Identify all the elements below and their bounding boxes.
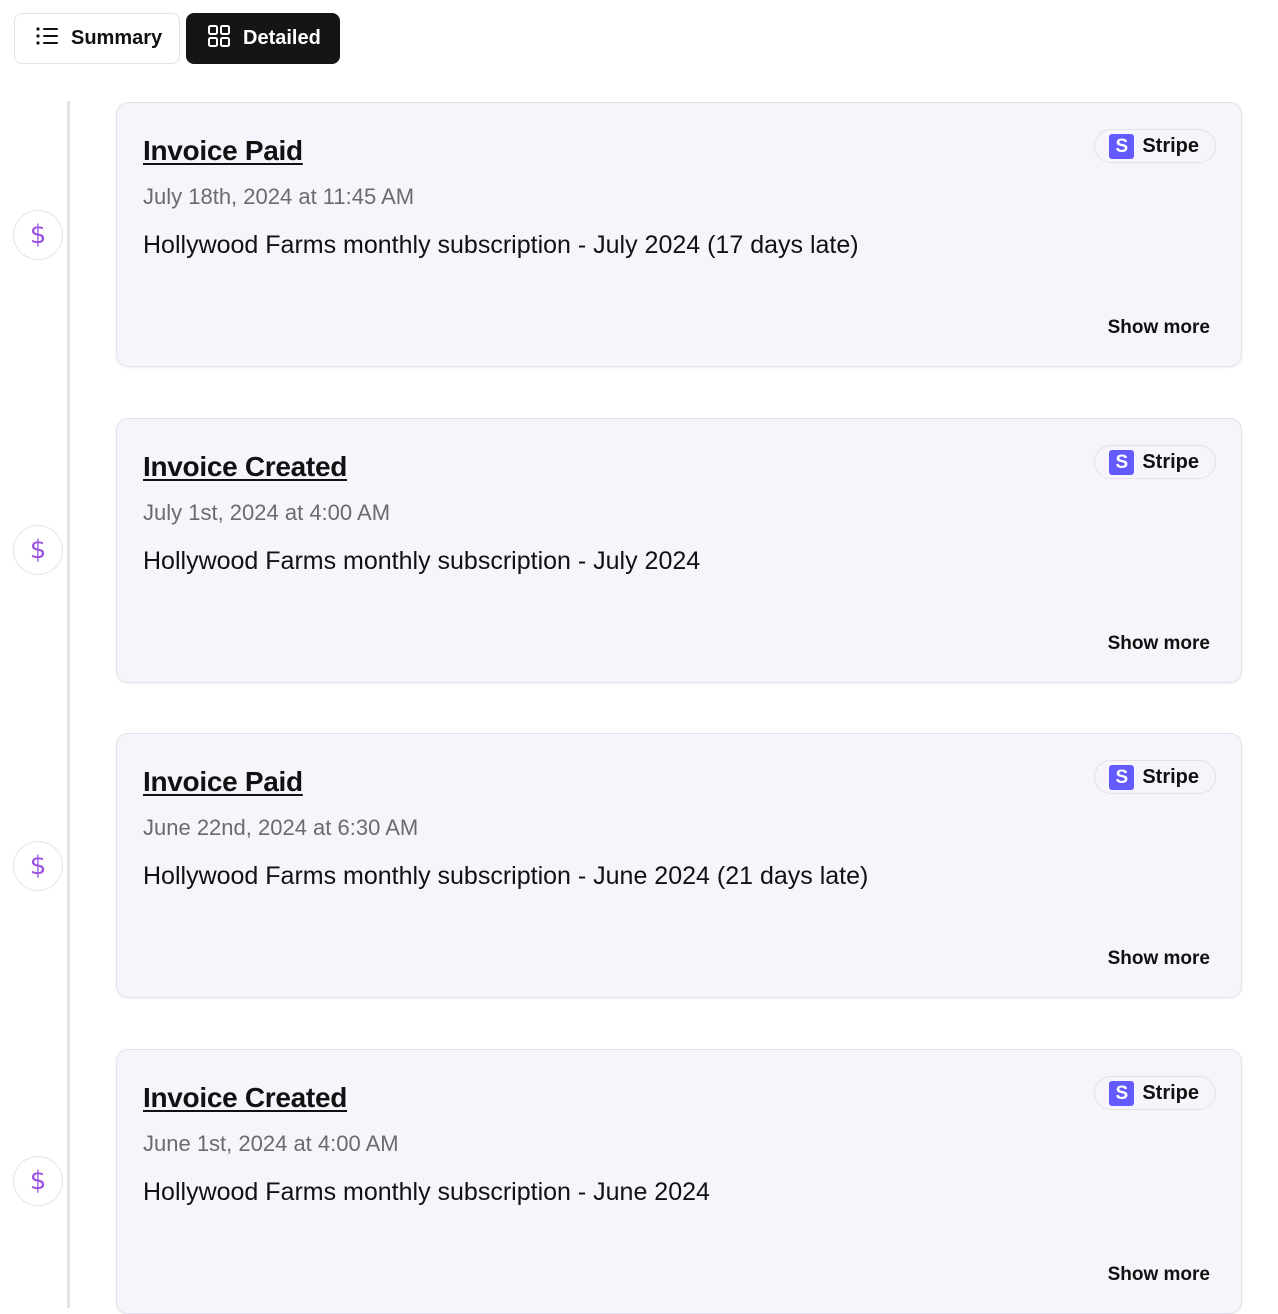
- list-icon: [35, 26, 59, 52]
- dollar-icon: $: [13, 841, 63, 891]
- show-more-button[interactable]: Show more: [1107, 633, 1210, 654]
- grid-icon: [207, 24, 231, 54]
- event-description: Hollywood Farms monthly subscription - July 2024 (17 days late): [143, 231, 859, 259]
- source-label: Stripe: [1142, 765, 1199, 788]
- timeline-event-card: [116, 102, 1242, 367]
- show-more-button[interactable]: Show more: [1107, 1264, 1210, 1285]
- event-title-link[interactable]: Invoice Paid: [143, 766, 303, 797]
- dollar-icon: $: [13, 210, 63, 260]
- event-title-link[interactable]: Invoice Paid: [143, 135, 303, 166]
- dollar-icon: $: [13, 1156, 63, 1206]
- source-label: Stripe: [1142, 450, 1199, 473]
- event-date: July 1st, 2024 at 4:00 AM: [143, 500, 391, 525]
- timeline-event-card: [116, 733, 1242, 998]
- timeline-event-card: [116, 418, 1242, 683]
- timeline-event-card: [116, 1049, 1242, 1314]
- event-date: June 22nd, 2024 at 6:30 AM: [143, 815, 419, 840]
- stripe-logo-icon: S: [1109, 450, 1134, 475]
- summary-view-label: Summary: [71, 27, 163, 49]
- source-label: Stripe: [1142, 134, 1199, 157]
- source-badge: [1094, 760, 1216, 794]
- event-description: Hollywood Farms monthly subscription - June 2024: [143, 1178, 710, 1206]
- event-date: June 1st, 2024 at 4:00 AM: [143, 1131, 399, 1156]
- event-date: July 18th, 2024 at 11:45 AM: [143, 184, 415, 209]
- source-label: Stripe: [1142, 1081, 1199, 1104]
- detailed-view-label: Detailed: [243, 27, 321, 49]
- source-badge: [1094, 1076, 1216, 1110]
- event-title-link[interactable]: Invoice Created: [143, 1082, 348, 1113]
- detailed-view-button[interactable]: [186, 13, 340, 64]
- summary-view-button[interactable]: [14, 13, 180, 64]
- view-toggle: [14, 13, 340, 64]
- stripe-logo-icon: S: [1109, 765, 1134, 790]
- event-description: Hollywood Farms monthly subscription - June 2024 (21 days late): [143, 862, 869, 890]
- stripe-logo-icon: S: [1109, 134, 1134, 159]
- source-badge: [1094, 445, 1216, 479]
- dollar-icon: $: [13, 525, 63, 575]
- event-title-link[interactable]: Invoice Created: [143, 451, 348, 482]
- event-description: Hollywood Farms monthly subscription - July 2024: [143, 547, 701, 575]
- show-more-button[interactable]: Show more: [1107, 948, 1210, 969]
- timeline-line: [67, 101, 70, 1308]
- show-more-button[interactable]: Show more: [1107, 317, 1210, 338]
- source-badge: [1094, 129, 1216, 163]
- stripe-logo-icon: S: [1109, 1081, 1134, 1106]
